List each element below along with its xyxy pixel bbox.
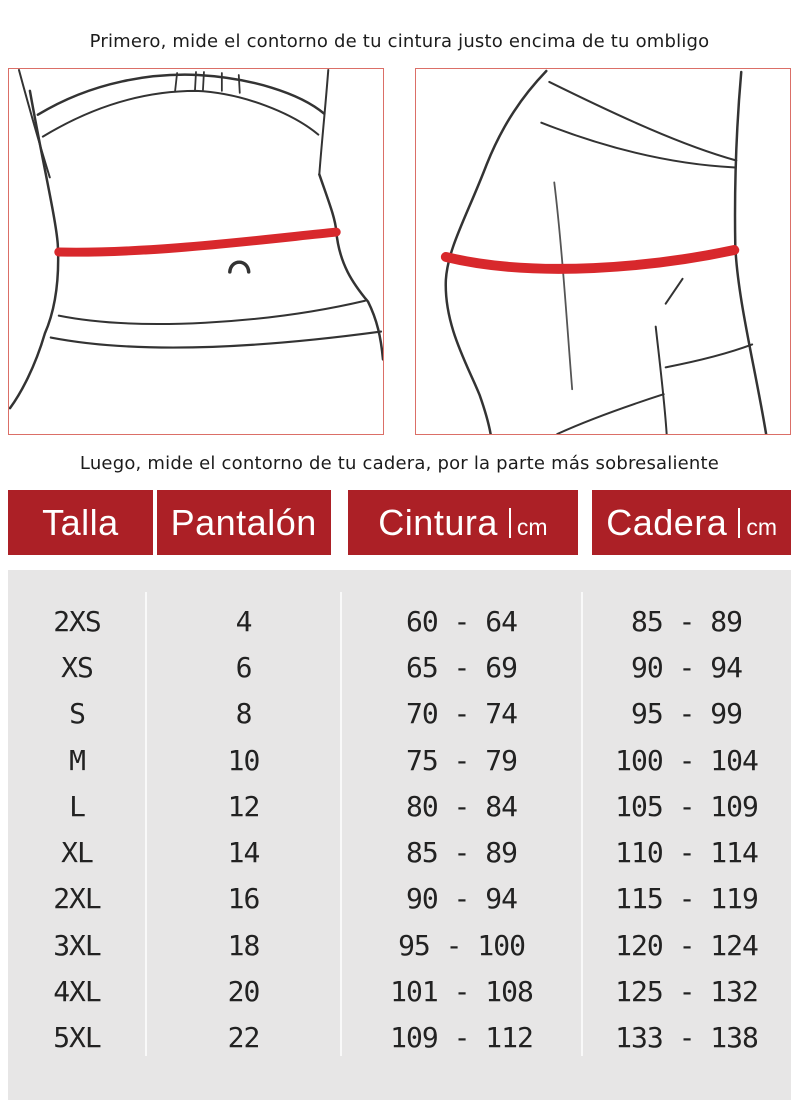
header-label: Cadera [606, 502, 728, 543]
hip-range-cell: 100 - 104 [615, 743, 758, 777]
waist-range-cell: 65 - 69 [405, 650, 517, 684]
table-row [8, 876, 791, 922]
waist-range-cell: 101 - 108 [390, 975, 533, 1009]
size-cell: L [69, 789, 85, 823]
hip-figure-drawing [416, 69, 790, 434]
pant-size-cell: 8 [235, 697, 252, 731]
table-row [8, 644, 791, 690]
header-label: Cintura [378, 502, 498, 543]
header-unit: cm [746, 514, 777, 540]
size-cell: XS [61, 650, 93, 684]
column-divider [581, 592, 583, 1056]
table-row [8, 968, 791, 1014]
waist-range-cell: 70 - 74 [405, 697, 517, 731]
table-row [8, 737, 791, 783]
waist-range-cell: 95 - 100 [398, 928, 525, 962]
hip-range-cell: 133 - 138 [615, 1021, 758, 1055]
table-row [8, 922, 791, 968]
unit-divider-bar [738, 508, 740, 538]
hip-range-cell: 120 - 124 [615, 928, 758, 962]
waist-range-cell: 90 - 94 [405, 882, 517, 916]
pant-size-cell: 20 [227, 975, 260, 1009]
table-row [8, 598, 791, 644]
waist-measure-front-torso-figure [8, 68, 384, 435]
table-header-cell [592, 490, 791, 555]
hip-range-cell: 115 - 119 [615, 882, 758, 916]
table-row [8, 783, 791, 829]
pant-size-cell: 12 [227, 789, 260, 823]
waist-range-cell: 85 - 89 [405, 836, 517, 870]
size-cell: M [69, 743, 85, 777]
table-row [8, 1015, 791, 1061]
size-cell: 4XL [53, 975, 101, 1009]
table-header-row [8, 490, 791, 555]
table-header-cell [8, 490, 153, 555]
hip-range-cell: 85 - 89 [630, 604, 742, 638]
column-divider [340, 592, 342, 1056]
instruction-step2: Luego, mide el contorno de tu cadera, por la parte más sobresaliente [79, 453, 720, 474]
hip-range-cell: 90 - 94 [630, 650, 742, 684]
waist-figure-drawing [9, 69, 383, 434]
pant-size-cell: 14 [227, 836, 260, 870]
pant-size-cell: 16 [227, 882, 260, 916]
instruction-step1: Primero, mide el contorno de tu cintura justo encima de tu ombligo [89, 31, 710, 52]
pant-size-cell: 6 [235, 650, 252, 684]
waist-range-cell: 109 - 112 [390, 1021, 533, 1055]
pant-size-cell: 22 [227, 1021, 260, 1055]
pant-size-cell: 18 [227, 928, 260, 962]
pant-size-cell: 10 [227, 743, 260, 777]
size-cell: 3XL [53, 928, 101, 962]
table-row [8, 829, 791, 875]
header-label: Talla [42, 502, 119, 543]
hip-measure-side-figure [415, 68, 791, 435]
hip-range-cell: 105 - 109 [615, 789, 758, 823]
hip-range-cell: 125 - 132 [615, 975, 758, 1009]
table-row [8, 691, 791, 737]
waist-range-cell: 75 - 79 [405, 743, 517, 777]
pant-size-cell: 4 [235, 604, 252, 638]
size-cell: 2XL [53, 882, 101, 916]
header-unit: cm [516, 514, 548, 540]
size-cell: S [69, 697, 85, 731]
table-header-cell [348, 490, 579, 555]
column-divider [145, 592, 147, 1056]
hip-range-cell: 95 - 99 [630, 697, 742, 731]
hip-range-cell: 110 - 114 [615, 836, 758, 870]
header-label: Pantalón [170, 502, 317, 543]
size-table-body [8, 570, 791, 1100]
unit-divider-bar [509, 508, 511, 538]
size-cell: XL [61, 836, 93, 870]
waist-range-cell: 60 - 64 [405, 604, 517, 638]
waist-range-cell: 80 - 84 [405, 789, 517, 823]
measurement-figures [8, 68, 791, 435]
table-header-cell [157, 490, 331, 555]
size-cell: 5XL [53, 1021, 101, 1055]
size-cell: 2XS [53, 604, 101, 638]
